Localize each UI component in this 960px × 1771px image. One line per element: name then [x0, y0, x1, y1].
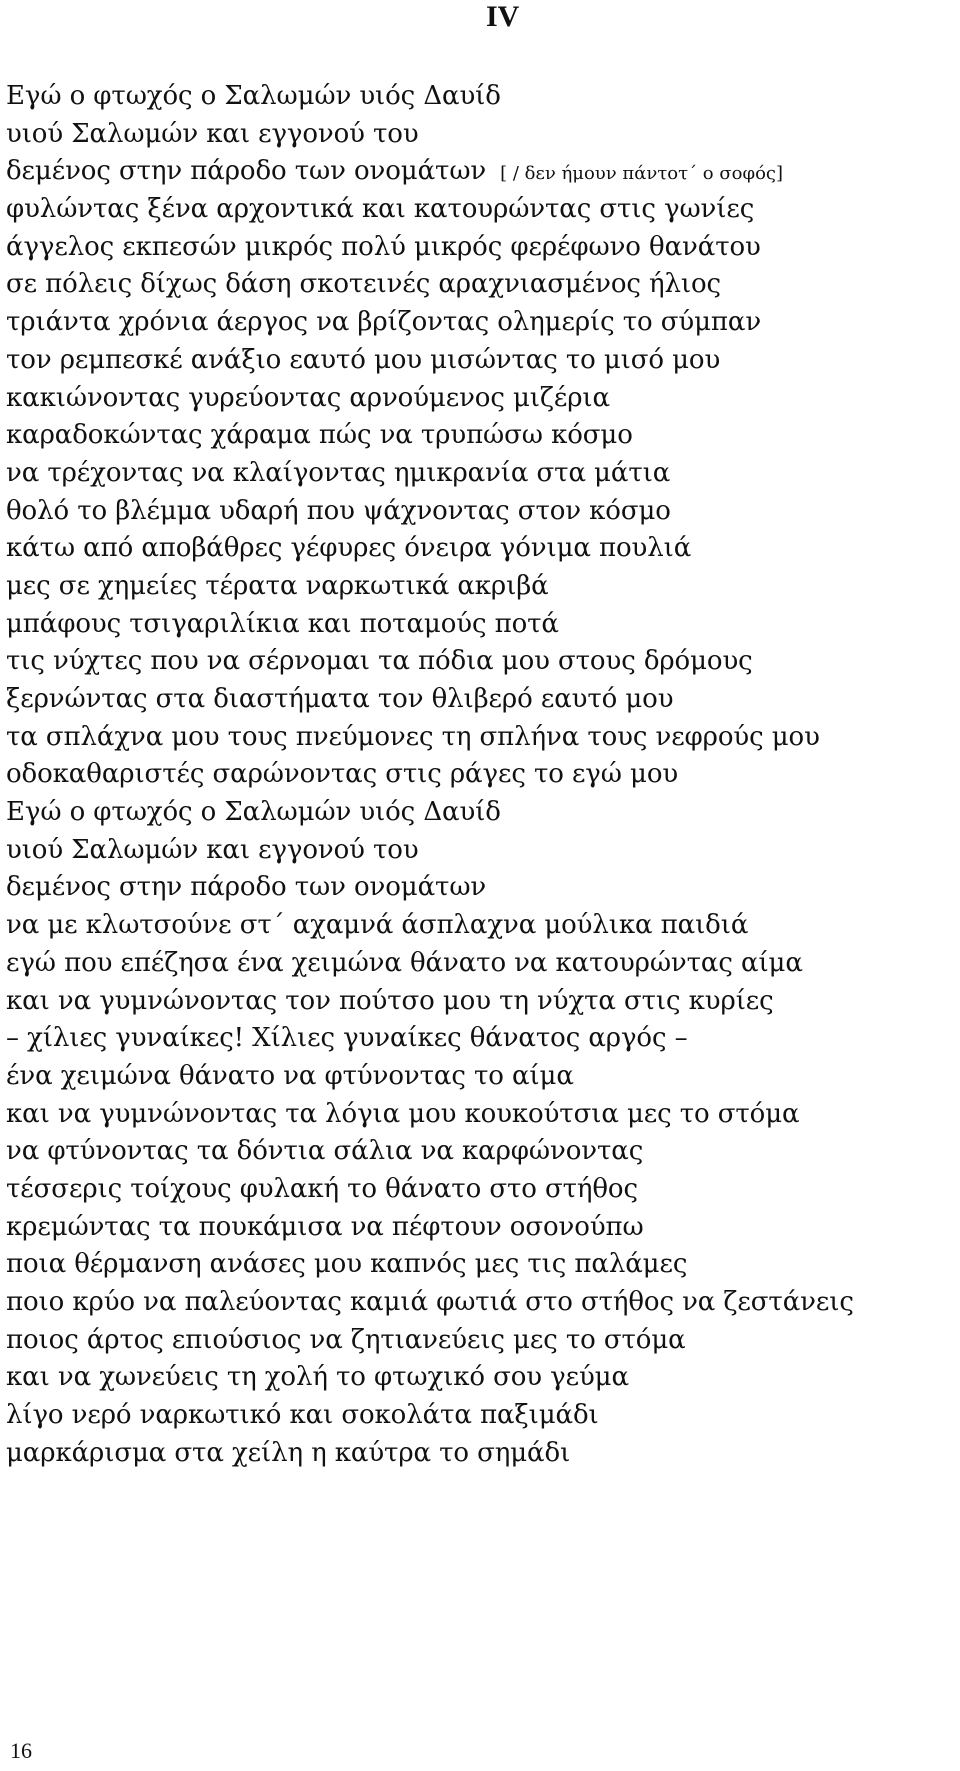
- poem-line: λίγο νερό ναρκωτικό και σοκολάτα παξιμάδι: [6, 1400, 599, 1431]
- poem-line: θολό το βλέμμα υδαρή που ψάχνοντας στον κόσμο: [6, 495, 671, 526]
- poem-line: άγγελος εκπεσών μικρός πολύ μικρός φερέφωνο θανάτου: [6, 231, 761, 262]
- poem-line-text: δεμένος στην πάροδο των ονομάτων: [6, 156, 487, 187]
- poem-line: εγώ που επέζησα ένα χειμώνα θάνατο να κατουρώντας αίμα: [6, 947, 803, 978]
- poem-line: σε πόλεις δίχως δάση σκοτεινές αραχνιασμένος ήλιος: [6, 269, 722, 300]
- poem-line: τέσσερις τοίχους φυλακή το θάνατο στο στήθος: [6, 1173, 638, 1204]
- poem-line: τα σπλάχνα μου τους πνεύμονες τη σπλήνα τους νεφρούς μου: [6, 721, 820, 752]
- poem-line: και να γυμνώνοντας τον πούτσο μου τη νύχτα στις κυρίες: [6, 985, 774, 1016]
- poem-line: κακιώνοντας γυρεύοντας αρνούμενος μιζέρια: [6, 382, 610, 413]
- section-title: IV: [486, 0, 520, 33]
- poem-line: ξερνώντας στα διαστήματα τον θλιβερό εαυτό μου: [6, 684, 674, 714]
- poem-line: Εγώ ο φτωχός ο Σαλωμών υιός Δαυίδ: [6, 797, 501, 828]
- poem-line: – χίλιες γυναίκες! Χίλιες γυναίκες θάνατος αργός –: [6, 1023, 688, 1054]
- poem-line: ποιο κρύο να παλεύοντας καμιά φωτιά στο στήθος να ζεστάνεις: [6, 1287, 854, 1317]
- editorial-note: [ / δεν ήμουν πάντοτ΄ ο σοφός]: [500, 163, 784, 185]
- poem-line: τις νύχτες που να σέρνομαι τα πόδια μου στους δρόμους: [6, 646, 753, 677]
- poem-line: να τρέχοντας να κλαίγοντας ημικρανία στα μάτια: [6, 457, 671, 488]
- poem-line: καραδοκώντας χάραμα πώς να τρυπώσω κόσμο: [6, 420, 633, 451]
- poem-line: φυλώντας ξένα αρχοντικά και κατουρώντας στις γωνίες: [6, 194, 755, 225]
- poem-line: να με κλωτσούνε στ΄ αχαμνά άσπλαχνα μούλικα παιδιά: [6, 910, 749, 941]
- poem-line: υιού Σαλωμών και εγγονού του: [6, 118, 419, 149]
- poem-line: κρεμώντας τα πουκάμισα να πέφτουν οσονούπω: [6, 1211, 644, 1242]
- poem-line: ποιος άρτος επιούσιος να ζητιανεύεις μες το στόμα: [6, 1324, 686, 1355]
- poem-line-with-note: [6, 153, 956, 191]
- page-number: 16: [10, 1738, 32, 1763]
- poem-line: μπάφους τσιγαριλίκια και ποταμούς ποτά: [6, 608, 559, 639]
- poem-line: και να χωνεύεις τη χολή το φτωχικό σου γεύμα: [6, 1362, 629, 1393]
- poem-line: και να γυμνώνοντας τα λόγια μου κουκούτσια μες το στόμα: [6, 1098, 800, 1129]
- poem-line: τον ρεμπεσκέ ανάξιο εαυτό μου μισώντας το μισό μου: [6, 344, 721, 375]
- poem-line: τριάντα χρόνια άεργος να βρίζοντας ολημερίς το σύμπαν: [6, 307, 762, 338]
- poem-line: να φτύνοντας τα δόντια σάλια να καρφώνοντας: [6, 1136, 644, 1167]
- poem-line: κάτω από αποβάθρες γέφυρες όνειρα γόνιμα πουλιά: [6, 533, 692, 564]
- poem-line: δεμένος στην πάροδο των ονομάτων: [6, 872, 487, 903]
- poem-line: υιού Σαλωμών και εγγονού του: [6, 834, 419, 865]
- poem-line: μαρκάρισμα στα χείλη η καύτρα το σημάδι: [6, 1437, 571, 1468]
- poem-line: μες σε χημείες τέρατα ναρκωτικά ακριβά: [6, 570, 549, 601]
- poem-body: [6, 78, 956, 1472]
- poem-line: ένα χειμώνα θάνατο να φτύνοντας το αίμα: [6, 1060, 574, 1091]
- poem-line: ποια θέρμανση ανάσες μου καπνός μες τις παλάμες: [6, 1249, 688, 1280]
- poem-line: Εγώ ο φτωχός ο Σαλωμών υιός Δαυίδ: [6, 81, 501, 111]
- poem-line: οδοκαθαριστές σαρώνοντας στις ράγες το εγώ μου: [6, 759, 679, 790]
